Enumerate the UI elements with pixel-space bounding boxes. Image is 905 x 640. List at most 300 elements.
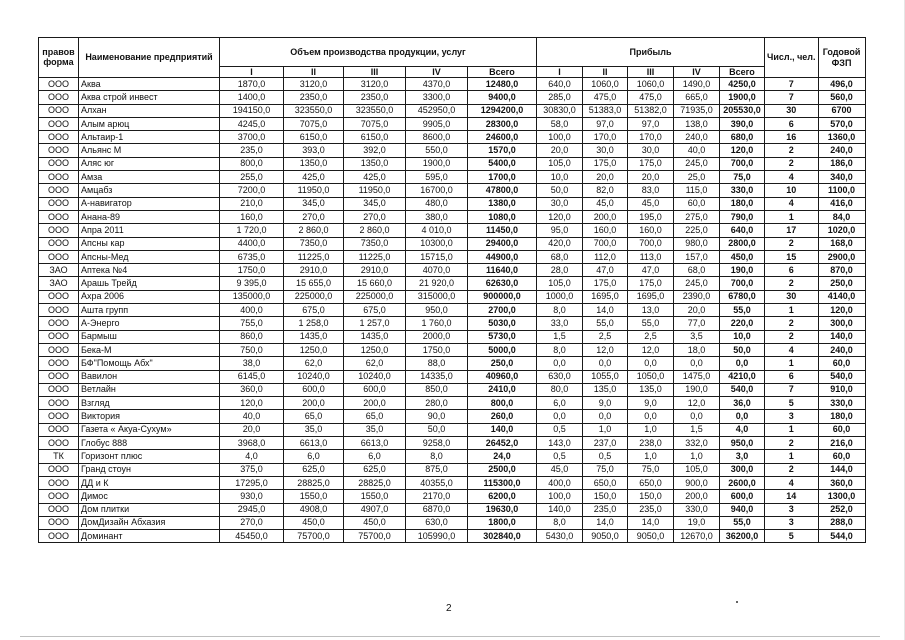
cell-profit-total: 10,0 [720, 330, 765, 343]
cell-profit-q3: 30,0 [628, 144, 674, 157]
cell-profit-q2: 1055,0 [583, 370, 628, 383]
cell-profit-total: 3,0 [720, 450, 765, 463]
table-row [39, 131, 866, 144]
subheader-volume-q2: II [284, 67, 344, 78]
cell-volume-q2: 10240,0 [284, 370, 344, 383]
cell-profit-q1: 1,5 [537, 330, 583, 343]
cell-volume-q4: 2000,0 [406, 330, 468, 343]
cell-volume-q3: 345,0 [344, 197, 406, 210]
cell-volume-q3: 2910,0 [344, 264, 406, 277]
table-row [39, 530, 866, 543]
cell-profit-q4: 2390,0 [674, 290, 720, 303]
cell-volume-q4: 550,0 [406, 144, 468, 157]
cell-volume-q3: 225000,0 [344, 290, 406, 303]
cell-volume-q4: 1900,0 [406, 157, 468, 170]
cell-volume-q2: 625,0 [284, 463, 344, 476]
cell-volume-q1: 45450,0 [220, 530, 284, 543]
cell-profit-q4: 105,0 [674, 463, 720, 476]
cell-profit-total: 540,0 [720, 383, 765, 396]
cell-employees: 16 [765, 131, 819, 144]
cell-volume-total: 24,0 [468, 450, 537, 463]
cell-volume-total: 2410,0 [468, 383, 537, 396]
cell-volume-q2: 323550,0 [284, 104, 344, 117]
cell-payroll: 186,0 [818, 157, 865, 170]
cell-volume-q3: 10240,0 [344, 370, 406, 383]
cell-payroll: 416,0 [818, 197, 865, 210]
cell-volume-total: 47800,0 [468, 184, 537, 197]
cell-volume-q3: 425,0 [344, 171, 406, 184]
cell-volume-total: 250,0 [468, 357, 537, 370]
header-legal-form: правов форма [39, 38, 79, 78]
cell-profit-q4: 40,0 [674, 144, 720, 157]
cell-profit-q1: 95,0 [537, 224, 583, 237]
cell-profit-q3: 0,0 [628, 357, 674, 370]
cell-volume-q3: 1 257,0 [344, 317, 406, 330]
table-row [39, 357, 866, 370]
cell-employees: 4 [765, 476, 819, 489]
cell-volume-q2: 425,0 [284, 171, 344, 184]
cell-employees: 1 [765, 210, 819, 223]
cell-profit-q4: 245,0 [674, 157, 720, 170]
cell-volume-q3: 35,0 [344, 423, 406, 436]
table-row [39, 250, 866, 263]
cell-payroll: 570,0 [818, 117, 865, 130]
cell-profit-q1: 8,0 [537, 516, 583, 529]
cell-legal-form: ООО [39, 250, 79, 263]
cell-volume-total: 6200,0 [468, 490, 537, 503]
cell-volume-q1: 4,0 [220, 450, 284, 463]
cell-volume-q4: 4 010,0 [406, 224, 468, 237]
cell-employees: 6 [765, 264, 819, 277]
cell-profit-q1: 105,0 [537, 157, 583, 170]
header-employees: Числ., чел. [765, 38, 819, 78]
cell-payroll: 168,0 [818, 237, 865, 250]
cell-legal-form: ООО [39, 117, 79, 130]
cell-volume-q4: 950,0 [406, 304, 468, 317]
cell-volume-q3: 6,0 [344, 450, 406, 463]
cell-payroll: 240,0 [818, 144, 865, 157]
cell-profit-total: 0,0 [720, 357, 765, 370]
table-row [39, 277, 866, 290]
cell-profit-q2: 47,0 [583, 264, 628, 277]
subheader-profit-q4: IV [674, 67, 720, 78]
cell-name: Апра 2011 [79, 224, 220, 237]
cell-legal-form: ООО [39, 530, 79, 543]
cell-name: Газета « Акуа-Сухум» [79, 423, 220, 436]
cell-profit-q3: 1050,0 [628, 370, 674, 383]
cell-volume-q4: 50,0 [406, 423, 468, 436]
cell-payroll: 544,0 [818, 530, 865, 543]
cell-profit-q1: 80,0 [537, 383, 583, 396]
cell-volume-q3: 4907,0 [344, 503, 406, 516]
cell-employees: 4 [765, 197, 819, 210]
cell-profit-q1: 8,0 [537, 304, 583, 317]
cell-volume-q4: 6870,0 [406, 503, 468, 516]
cell-profit-q2: 82,0 [583, 184, 628, 197]
cell-name: Алхан [79, 104, 220, 117]
table-row [39, 343, 866, 356]
cell-volume-q1: 38,0 [220, 357, 284, 370]
cell-profit-total: 190,0 [720, 264, 765, 277]
cell-volume-total: 1080,0 [468, 210, 537, 223]
cell-volume-q1: 210,0 [220, 197, 284, 210]
cell-volume-q3: 1250,0 [344, 343, 406, 356]
cell-profit-q3: 150,0 [628, 490, 674, 503]
cell-legal-form: ООО [39, 437, 79, 450]
cell-employees: 7 [765, 383, 819, 396]
cell-volume-q1: 6145,0 [220, 370, 284, 383]
cell-volume-q4: 3300,0 [406, 91, 468, 104]
cell-employees: 2 [765, 237, 819, 250]
cell-volume-q2: 11950,0 [284, 184, 344, 197]
cell-profit-total: 680,0 [720, 131, 765, 144]
cell-profit-total: 2600,0 [720, 476, 765, 489]
cell-profit-q3: 97,0 [628, 117, 674, 130]
table-row [39, 410, 866, 423]
cell-volume-q3: 15 660,0 [344, 277, 406, 290]
cell-payroll: 330,0 [818, 397, 865, 410]
cell-volume-q1: 255,0 [220, 171, 284, 184]
cell-profit-q4: 3,5 [674, 330, 720, 343]
cell-volume-q3: 2 860,0 [344, 224, 406, 237]
cell-profit-q4: 12670,0 [674, 530, 720, 543]
cell-profit-total: 55,0 [720, 516, 765, 529]
cell-profit-q3: 700,0 [628, 237, 674, 250]
cell-payroll: 288,0 [818, 516, 865, 529]
cell-profit-total: 180,0 [720, 197, 765, 210]
cell-profit-q3: 113,0 [628, 250, 674, 263]
cell-volume-q3: 7075,0 [344, 117, 406, 130]
cell-legal-form: ООО [39, 476, 79, 489]
cell-profit-q2: 2,5 [583, 330, 628, 343]
cell-profit-q4: 25,0 [674, 171, 720, 184]
page-bottom-edge [20, 636, 880, 637]
cell-volume-q1: 20,0 [220, 423, 284, 436]
cell-volume-q4: 105990,0 [406, 530, 468, 543]
cell-profit-q4: 240,0 [674, 131, 720, 144]
subheader-profit-total: Всего [720, 67, 765, 78]
cell-volume-q3: 270,0 [344, 210, 406, 223]
cell-payroll: 140,0 [818, 330, 865, 343]
cell-payroll: 1360,0 [818, 131, 865, 144]
cell-profit-q1: 100,0 [537, 131, 583, 144]
cell-employees: 5 [765, 530, 819, 543]
table-row [39, 383, 866, 396]
cell-volume-q4: 280,0 [406, 397, 468, 410]
cell-profit-q3: 14,0 [628, 516, 674, 529]
cell-profit-q1: 50,0 [537, 184, 583, 197]
table-row [39, 78, 866, 91]
cell-employees: 6 [765, 117, 819, 130]
cell-volume-total: 5000,0 [468, 343, 537, 356]
table-row [39, 210, 866, 223]
cell-legal-form: ООО [39, 330, 79, 343]
cell-volume-q1: 3968,0 [220, 437, 284, 450]
cell-volume-total: 19630,0 [468, 503, 537, 516]
cell-volume-q3: 62,0 [344, 357, 406, 370]
cell-legal-form: ООО [39, 157, 79, 170]
cell-profit-q4: 200,0 [674, 490, 720, 503]
cell-profit-q2: 700,0 [583, 237, 628, 250]
cell-employees: 2 [765, 144, 819, 157]
cell-profit-q1: 640,0 [537, 78, 583, 91]
cell-volume-q2: 75700,0 [284, 530, 344, 543]
cell-profit-q3: 1060,0 [628, 78, 674, 91]
cell-profit-q3: 9,0 [628, 397, 674, 410]
cell-payroll: 1100,0 [818, 184, 865, 197]
table-row [39, 224, 866, 237]
cell-profit-total: 220,0 [720, 317, 765, 330]
cell-volume-q3: 65,0 [344, 410, 406, 423]
cell-profit-q3: 238,0 [628, 437, 674, 450]
table-row [39, 317, 866, 330]
cell-legal-form: ООО [39, 317, 79, 330]
cell-volume-q2: 15 655,0 [284, 277, 344, 290]
cell-employees: 2 [765, 277, 819, 290]
cell-profit-q1: 0,0 [537, 410, 583, 423]
cell-employees: 3 [765, 503, 819, 516]
cell-profit-q2: 170,0 [583, 131, 628, 144]
cell-volume-q4: 10300,0 [406, 237, 468, 250]
cell-name: Глобус 888 [79, 437, 220, 450]
cell-profit-total: 4210,0 [720, 370, 765, 383]
cell-profit-total: 4250,0 [720, 78, 765, 91]
table-row [39, 370, 866, 383]
cell-name: Аптека №4 [79, 264, 220, 277]
table-header [39, 38, 866, 78]
cell-profit-total: 640,0 [720, 224, 765, 237]
cell-profit-q2: 97,0 [583, 117, 628, 130]
cell-profit-q2: 175,0 [583, 157, 628, 170]
header-volume: Объем производства продукции, услуг [220, 38, 537, 67]
cell-volume-q2: 7075,0 [284, 117, 344, 130]
cell-profit-q3: 1695,0 [628, 290, 674, 303]
table-row [39, 157, 866, 170]
cell-profit-q4: 68,0 [674, 264, 720, 277]
cell-volume-q3: 675,0 [344, 304, 406, 317]
cell-profit-q2: 150,0 [583, 490, 628, 503]
cell-employees: 2 [765, 330, 819, 343]
cell-volume-q1: 194150,0 [220, 104, 284, 117]
cell-volume-q1: 6735,0 [220, 250, 284, 263]
cell-volume-q2: 1250,0 [284, 343, 344, 356]
cell-legal-form: ООО [39, 490, 79, 503]
cell-profit-q2: 237,0 [583, 437, 628, 450]
cell-volume-q2: 200,0 [284, 397, 344, 410]
table-row [39, 476, 866, 489]
cell-profit-q1: 0,5 [537, 450, 583, 463]
cell-profit-q1: 100,0 [537, 490, 583, 503]
cell-name: Амцабз [79, 184, 220, 197]
cell-profit-q3: 235,0 [628, 503, 674, 516]
cell-profit-total: 4,0 [720, 423, 765, 436]
table-row [39, 184, 866, 197]
subheader-profit-q1: I [537, 67, 583, 78]
cell-name: Виктория [79, 410, 220, 423]
cell-profit-q4: 157,0 [674, 250, 720, 263]
cell-employees: 3 [765, 516, 819, 529]
cell-profit-q3: 2,5 [628, 330, 674, 343]
cell-volume-q3: 28825,0 [344, 476, 406, 489]
cell-profit-q4: 138,0 [674, 117, 720, 130]
cell-name: Горизонт плюс [79, 450, 220, 463]
cell-profit-q1: 420,0 [537, 237, 583, 250]
cell-legal-form: ООО [39, 290, 79, 303]
cell-profit-q1: 10,0 [537, 171, 583, 184]
cell-volume-q3: 200,0 [344, 397, 406, 410]
cell-volume-q4: 875,0 [406, 463, 468, 476]
cell-payroll: 120,0 [818, 304, 865, 317]
cell-volume-total: 302840,0 [468, 530, 537, 543]
cell-profit-q3: 20,0 [628, 171, 674, 184]
cell-profit-q2: 475,0 [583, 91, 628, 104]
cell-payroll: 340,0 [818, 171, 865, 184]
cell-volume-total: 800,0 [468, 397, 537, 410]
cell-profit-q4: 60,0 [674, 197, 720, 210]
cell-employees: 4 [765, 171, 819, 184]
cell-payroll: 910,0 [818, 383, 865, 396]
cell-volume-q1: 7200,0 [220, 184, 284, 197]
cell-profit-q4: 332,0 [674, 437, 720, 450]
cell-volume-q4: 8,0 [406, 450, 468, 463]
cell-profit-q4: 665,0 [674, 91, 720, 104]
cell-legal-form: ООО [39, 423, 79, 436]
cell-volume-q2: 3120,0 [284, 78, 344, 91]
cell-payroll: 360,0 [818, 476, 865, 489]
cell-employees: 1 [765, 450, 819, 463]
cell-volume-total: 40960,0 [468, 370, 537, 383]
cell-name: Доминант [79, 530, 220, 543]
cell-name: Алым арюц [79, 117, 220, 130]
cell-profit-q4: 245,0 [674, 277, 720, 290]
table-row [39, 290, 866, 303]
cell-volume-q3: 392,0 [344, 144, 406, 157]
cell-volume-q4: 8600,0 [406, 131, 468, 144]
cell-profit-q4: 1,0 [674, 450, 720, 463]
cell-volume-q4: 88,0 [406, 357, 468, 370]
cell-volume-q2: 345,0 [284, 197, 344, 210]
cell-profit-q3: 47,0 [628, 264, 674, 277]
cell-legal-form: ООО [39, 370, 79, 383]
cell-volume-q4: 595,0 [406, 171, 468, 184]
cell-volume-q4: 4370,0 [406, 78, 468, 91]
cell-volume-q2: 6150,0 [284, 131, 344, 144]
table-row [39, 304, 866, 317]
cell-payroll: 6700 [818, 104, 865, 117]
cell-profit-q1: 120,0 [537, 210, 583, 223]
cell-volume-q1: 4245,0 [220, 117, 284, 130]
cell-profit-total: 0,0 [720, 410, 765, 423]
cell-profit-q4: 12,0 [674, 397, 720, 410]
cell-volume-total: 2500,0 [468, 463, 537, 476]
cell-volume-q2: 6,0 [284, 450, 344, 463]
cell-volume-q3: 3120,0 [344, 78, 406, 91]
cell-employees: 2 [765, 317, 819, 330]
cell-payroll: 560,0 [818, 91, 865, 104]
cell-profit-q2: 45,0 [583, 197, 628, 210]
cell-payroll: 1020,0 [818, 224, 865, 237]
cell-volume-q1: 1750,0 [220, 264, 284, 277]
cell-profit-total: 55,0 [720, 304, 765, 317]
cell-volume-q2: 2910,0 [284, 264, 344, 277]
cell-profit-q1: 33,0 [537, 317, 583, 330]
cell-volume-q2: 450,0 [284, 516, 344, 529]
cell-legal-form: ЗАО [39, 264, 79, 277]
cell-employees: 7 [765, 91, 819, 104]
cell-volume-q1: 400,0 [220, 304, 284, 317]
cell-volume-q4: 40355,0 [406, 476, 468, 489]
cell-profit-q2: 0,0 [583, 357, 628, 370]
cell-profit-total: 36200,0 [720, 530, 765, 543]
cell-profit-total: 790,0 [720, 210, 765, 223]
cell-payroll: 250,0 [818, 277, 865, 290]
cell-profit-q2: 9050,0 [583, 530, 628, 543]
cell-volume-q1: 360,0 [220, 383, 284, 396]
subheader-volume-total: Всего [468, 67, 537, 78]
cell-legal-form: ООО [39, 357, 79, 370]
cell-employees: 30 [765, 104, 819, 117]
cell-employees: 1 [765, 304, 819, 317]
cell-profit-q4: 20,0 [674, 304, 720, 317]
cell-volume-q2: 1350,0 [284, 157, 344, 170]
cell-employees: 2 [765, 463, 819, 476]
cell-volume-q4: 1750,0 [406, 343, 468, 356]
cell-volume-q1: 40,0 [220, 410, 284, 423]
cell-volume-q3: 75700,0 [344, 530, 406, 543]
cell-profit-total: 940,0 [720, 503, 765, 516]
cell-profit-q1: 630,0 [537, 370, 583, 383]
cell-profit-q2: 175,0 [583, 277, 628, 290]
table-row [39, 197, 866, 210]
cell-profit-q2: 20,0 [583, 171, 628, 184]
cell-volume-q4: 452950,0 [406, 104, 468, 117]
cell-name: Альянс М [79, 144, 220, 157]
cell-employees: 1 [765, 423, 819, 436]
table-row [39, 450, 866, 463]
cell-employees: 2 [765, 437, 819, 450]
cell-payroll: 84,0 [818, 210, 865, 223]
cell-volume-total: 62630,0 [468, 277, 537, 290]
cell-volume-q3: 1435,0 [344, 330, 406, 343]
cell-volume-q3: 7350,0 [344, 237, 406, 250]
cell-legal-form: ТК [39, 450, 79, 463]
cell-volume-q2: 600,0 [284, 383, 344, 396]
cell-profit-q3: 475,0 [628, 91, 674, 104]
cell-profit-q3: 135,0 [628, 383, 674, 396]
cell-profit-q4: 1490,0 [674, 78, 720, 91]
cell-volume-q4: 2170,0 [406, 490, 468, 503]
cell-profit-q1: 140,0 [537, 503, 583, 516]
cell-payroll: 180,0 [818, 410, 865, 423]
cell-volume-total: 28300,0 [468, 117, 537, 130]
cell-volume-q2: 1550,0 [284, 490, 344, 503]
cell-profit-q2: 112,0 [583, 250, 628, 263]
cell-volume-q3: 323550,0 [344, 104, 406, 117]
cell-profit-q1: 28,0 [537, 264, 583, 277]
cell-profit-q1: 143,0 [537, 437, 583, 450]
table-row [39, 330, 866, 343]
cell-legal-form: ООО [39, 131, 79, 144]
table-row [39, 117, 866, 130]
cell-profit-q4: 0,0 [674, 410, 720, 423]
cell-volume-q3: 11950,0 [344, 184, 406, 197]
cell-volume-q1: 930,0 [220, 490, 284, 503]
cell-payroll: 496,0 [818, 78, 865, 91]
cell-volume-q4: 9258,0 [406, 437, 468, 450]
cell-profit-total: 600,0 [720, 490, 765, 503]
cell-volume-q4: 850,0 [406, 383, 468, 396]
cell-profit-q2: 650,0 [583, 476, 628, 489]
